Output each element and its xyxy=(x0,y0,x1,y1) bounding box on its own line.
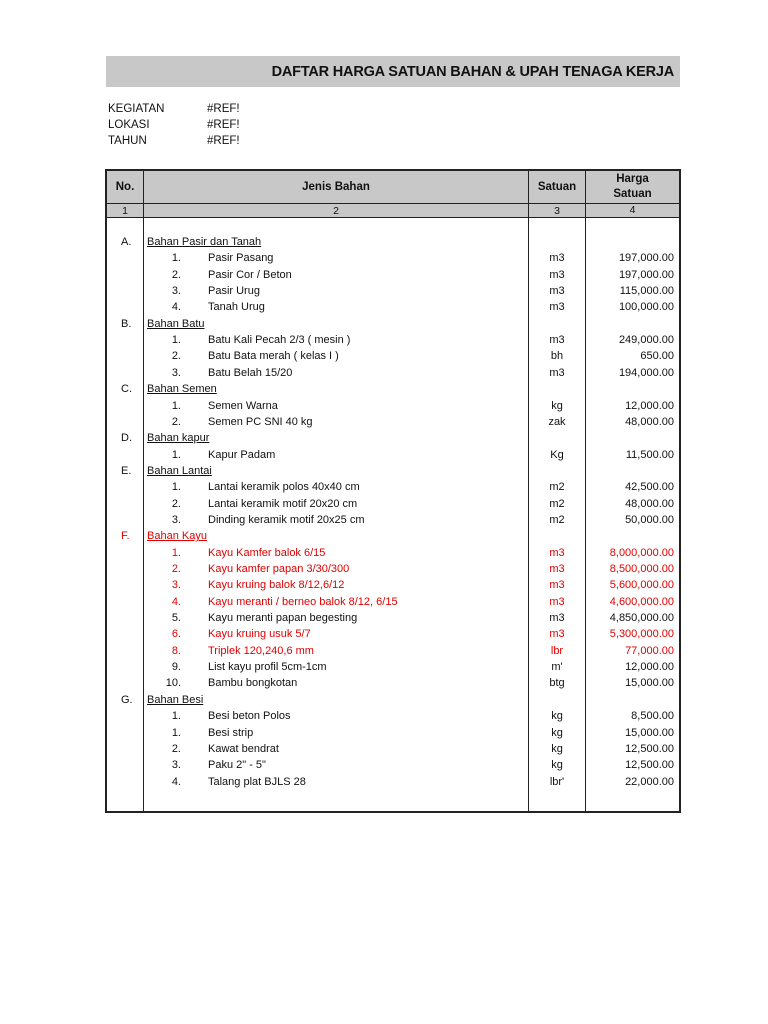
item-number: 9. xyxy=(171,661,181,674)
meta-value: #REF! xyxy=(207,103,240,115)
table-row xyxy=(107,577,679,593)
item-name: Besi strip xyxy=(208,726,254,739)
table-row xyxy=(107,610,679,626)
header-no: No. xyxy=(115,180,135,193)
item-name: Talang plat BJLS 28 xyxy=(208,775,306,788)
item-number: 1. xyxy=(171,726,181,739)
header-harga-line1: Harga xyxy=(616,173,649,185)
item-number: 1. xyxy=(171,252,181,265)
item-name: Lantai keramik polos 40x40 cm xyxy=(208,481,360,494)
item-name: Kayu Kamfer balok 6/15 xyxy=(208,546,326,559)
item-price: 11,500.00 xyxy=(625,448,674,461)
category-row xyxy=(107,528,679,544)
item-name: Semen PC SNI 40 kg xyxy=(208,415,313,428)
item-name: Kayu kamfer papan 3/30/300 xyxy=(208,563,350,575)
item-unit: m2 xyxy=(549,481,565,494)
item-price: 77,000.00 xyxy=(625,644,674,657)
item-number: 2. xyxy=(171,497,181,510)
item-name: Lantai keramik motif 20x20 cm xyxy=(208,497,358,510)
item-unit: m3 xyxy=(549,334,565,347)
item-price: 8,500.00 xyxy=(631,710,674,723)
category-row xyxy=(107,234,679,250)
item-unit: m' xyxy=(551,661,563,674)
col-number-4: 4 xyxy=(629,204,636,216)
col-number-2: 2 xyxy=(333,204,339,217)
item-unit: kg xyxy=(551,399,563,412)
item-unit: Kg xyxy=(550,448,564,461)
item-number: 1. xyxy=(171,481,181,494)
item-unit: kg xyxy=(551,759,563,772)
item-number: 5. xyxy=(171,612,181,625)
table-row xyxy=(107,348,679,364)
col-number-3: 3 xyxy=(554,204,560,217)
table-row xyxy=(107,757,679,773)
table-row xyxy=(107,675,679,691)
category-name: Bahan Semen xyxy=(147,383,217,396)
item-unit: m2 xyxy=(549,513,565,526)
item-unit: kg xyxy=(551,726,563,739)
category-name: Bahan Kayu xyxy=(147,530,207,543)
item-name: Batu Kali Pecah 2/3 ( mesin ) xyxy=(208,334,351,347)
title-banner xyxy=(106,56,680,87)
table-row xyxy=(107,414,679,430)
category-name: Bahan Pasir dan Tanah xyxy=(147,236,262,248)
item-unit: m3 xyxy=(549,285,565,298)
table-row xyxy=(107,643,679,659)
item-number: 6. xyxy=(171,628,181,641)
meta-label: TAHUN xyxy=(108,135,147,147)
item-number: 10. xyxy=(165,677,181,690)
item-price: 100,000.00 xyxy=(618,301,674,314)
table-row xyxy=(107,283,679,299)
table-row xyxy=(107,299,679,315)
item-number: 2. xyxy=(171,742,181,755)
category-row xyxy=(107,381,679,397)
table-row xyxy=(107,626,679,642)
item-unit: m3 xyxy=(549,268,565,281)
item-price: 5,300,000.00 xyxy=(609,628,674,641)
item-number: 4. xyxy=(171,775,181,788)
header-harga-line2: Satuan xyxy=(613,188,652,200)
item-number: 2. xyxy=(171,563,181,575)
table-row xyxy=(107,561,679,577)
item-unit: m2 xyxy=(549,497,565,510)
item-price: 48,000.00 xyxy=(625,497,674,510)
item-name: Kayu meranti papan begesting xyxy=(208,612,358,625)
meta-label: KEGIATAN xyxy=(108,103,165,115)
item-price: 197,000.00 xyxy=(618,252,674,265)
category-letter: C. xyxy=(121,383,132,396)
item-number: 1. xyxy=(171,546,181,559)
item-number: 3. xyxy=(171,285,181,298)
item-unit: m3 xyxy=(549,579,565,592)
item-name: Batu Belah 15/20 xyxy=(208,366,293,379)
table-row xyxy=(107,594,679,610)
item-name: Pasir Urug xyxy=(208,285,260,298)
item-unit: m3 xyxy=(549,595,565,608)
category-letter: B. xyxy=(121,317,132,330)
table-row xyxy=(107,479,679,495)
item-name: Kayu meranti / berneo balok 8/12, 6/15 xyxy=(208,595,398,608)
category-letter: E. xyxy=(121,464,132,477)
table-row xyxy=(107,332,679,348)
item-number: 2. xyxy=(171,268,181,281)
table-row xyxy=(107,250,679,266)
item-price: 115,000.00 xyxy=(619,285,674,298)
table-row xyxy=(107,659,679,675)
table-row xyxy=(107,741,679,757)
category-letter: G. xyxy=(121,693,133,706)
item-price: 4,850,000.00 xyxy=(609,612,674,625)
item-number: 1. xyxy=(171,399,181,412)
table-row xyxy=(107,398,679,414)
category-row xyxy=(107,316,679,332)
item-name: Pasir Pasang xyxy=(208,252,274,265)
meta-value: #REF! xyxy=(207,135,240,147)
meta-value: #REF! xyxy=(207,119,240,131)
item-price: 12,000.00 xyxy=(625,399,674,412)
category-name: Bahan Lantai xyxy=(147,464,212,477)
item-unit: kg xyxy=(551,742,563,755)
header-satuan: Satuan xyxy=(537,180,577,193)
item-unit: m3 xyxy=(549,628,565,641)
item-name: Kawat bendrat xyxy=(208,742,279,755)
price-table xyxy=(105,169,681,813)
item-price: 194,000.00 xyxy=(618,366,674,379)
item-unit: m3 xyxy=(549,612,565,625)
item-price: 8,000,000.00 xyxy=(609,546,674,559)
item-unit: bh xyxy=(550,350,564,363)
item-price: 4,600,000.00 xyxy=(609,595,674,608)
item-name: List kayu profil 5cm-1cm xyxy=(208,661,327,674)
item-number: 1. xyxy=(171,710,181,723)
item-price: 50,000.00 xyxy=(625,513,674,526)
category-letter: F. xyxy=(121,530,130,543)
item-price: 650.00 xyxy=(640,350,674,363)
category-row xyxy=(107,463,679,479)
category-letter: D. xyxy=(121,432,132,445)
item-number: 8. xyxy=(171,644,181,657)
col-number-1: 1 xyxy=(122,204,128,217)
item-price: 12,500.00 xyxy=(625,759,674,772)
category-letter: A. xyxy=(121,236,132,248)
item-unit: m3 xyxy=(549,252,565,265)
item-price: 5,600,000.00 xyxy=(609,579,674,592)
item-name: Bambu bongkotan xyxy=(208,677,298,690)
item-name: Triplek 120,240,6 mm xyxy=(208,644,314,657)
item-price: 249,000.00 xyxy=(618,334,674,347)
category-name: Bahan kapur xyxy=(147,432,210,445)
item-number: 4. xyxy=(171,595,181,608)
table-row xyxy=(107,267,679,283)
item-price: 42,500.00 xyxy=(625,481,674,494)
item-name: Pasir Cor / Beton xyxy=(208,268,292,281)
item-name: Dinding keramik motif 20x25 cm xyxy=(208,513,365,526)
item-price: 12,500.00 xyxy=(625,742,674,755)
item-price: 15,000.00 xyxy=(625,677,674,690)
item-name: Paku 2" - 5" xyxy=(208,759,266,772)
item-number: 2. xyxy=(171,415,181,428)
item-number: 2. xyxy=(171,350,181,363)
item-unit: lbr' xyxy=(549,775,565,788)
item-name: Semen Warna xyxy=(208,399,278,412)
table-row xyxy=(107,545,679,561)
item-unit: m3 xyxy=(549,301,565,314)
item-name: Kayu kruing usuk 5/7 xyxy=(208,628,311,641)
table-row xyxy=(107,447,679,463)
category-row xyxy=(107,430,679,446)
item-unit: m3 xyxy=(549,546,565,559)
table-row xyxy=(107,512,679,528)
item-name: Kayu kruing balok 8/12,6/12 xyxy=(208,579,345,592)
item-number: 3. xyxy=(171,366,181,379)
category-name: Bahan Besi xyxy=(147,693,204,706)
meta-label: LOKASI xyxy=(108,119,150,131)
category-name: Bahan Batu xyxy=(147,317,205,330)
item-name: Batu Bata merah ( kelas I ) xyxy=(208,350,339,363)
table-row xyxy=(107,365,679,381)
item-unit: lbr xyxy=(550,644,564,657)
item-name: Kapur Padam xyxy=(208,448,276,461)
header-harga-satuan xyxy=(586,171,679,203)
item-unit: m3 xyxy=(549,366,565,379)
item-number: 3. xyxy=(171,759,181,772)
page-title: DAFTAR HARGA SATUAN BAHAN & UPAH TENAGA KERJA xyxy=(271,64,674,80)
item-price: 12,000.00 xyxy=(625,661,674,674)
item-unit: zak xyxy=(548,415,566,428)
item-name: Tanah Urug xyxy=(208,301,265,314)
item-price: 22,000.00 xyxy=(625,775,674,788)
table-row xyxy=(107,496,679,512)
table-row xyxy=(107,774,679,790)
item-price: 8,500,000.00 xyxy=(609,563,674,575)
header-jenis-bahan: Jenis Bahan xyxy=(302,180,370,193)
item-unit: btg xyxy=(549,677,565,690)
item-price: 197,000.00 xyxy=(618,268,674,281)
table-row xyxy=(107,725,679,741)
item-number: 3. xyxy=(171,579,181,592)
item-number: 3. xyxy=(171,513,181,526)
item-unit: kg xyxy=(551,710,563,723)
table-row xyxy=(107,708,679,724)
item-number: 4. xyxy=(171,301,181,314)
item-number: 1. xyxy=(171,448,181,461)
category-row xyxy=(107,692,679,708)
item-price: 48,000.00 xyxy=(625,415,674,428)
item-name: Besi beton Polos xyxy=(208,710,291,723)
item-unit: m3 xyxy=(549,563,565,575)
item-number: 1. xyxy=(171,334,181,347)
item-price: 15,000.00 xyxy=(625,726,674,739)
